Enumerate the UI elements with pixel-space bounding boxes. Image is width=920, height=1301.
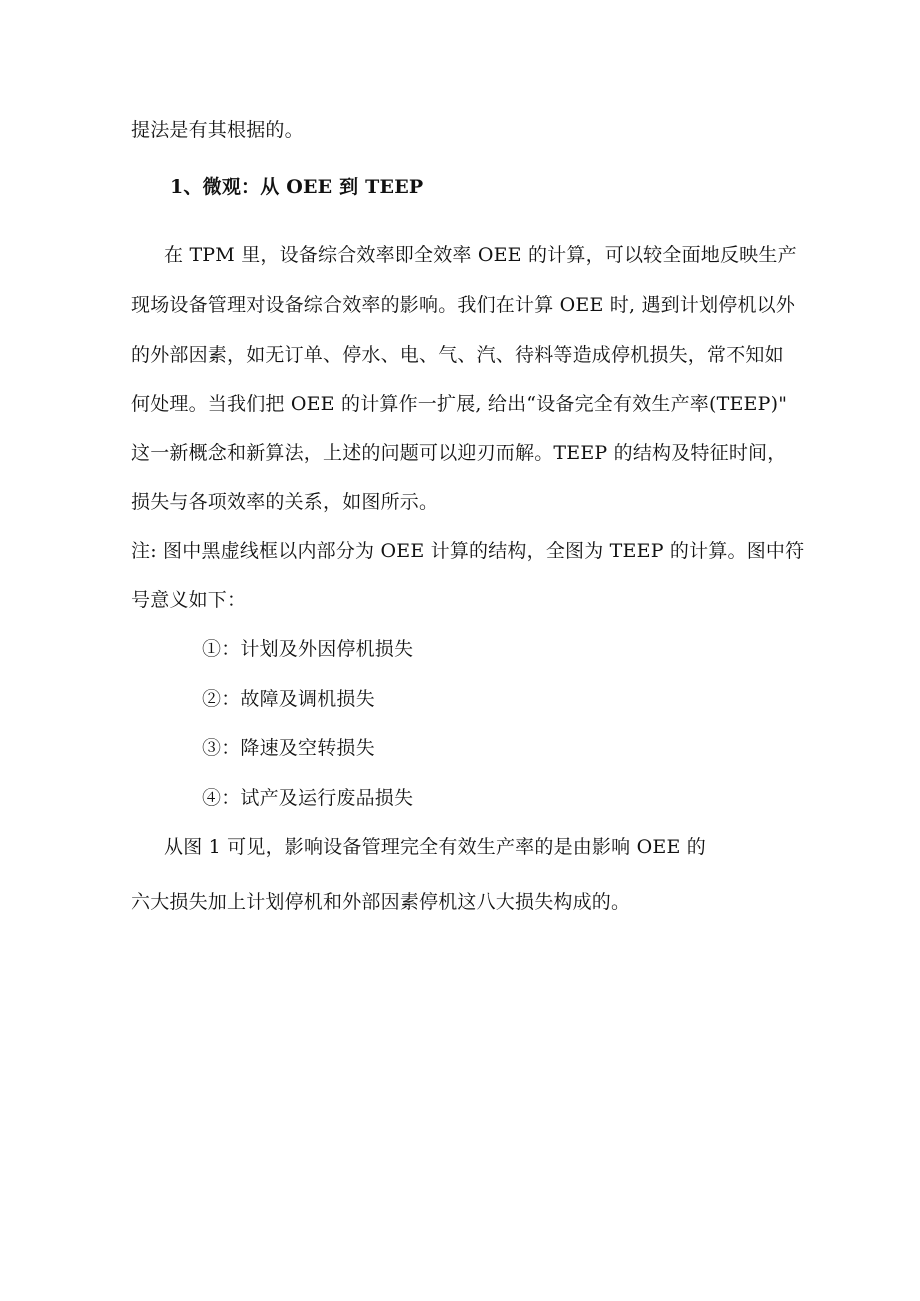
paragraph-line-2: 现场设备管理对设备综合效率的影响。我们在计算 OEE 时, 遇到计划停机以外 xyxy=(131,294,796,316)
symbol-item-4: ④：试产及运行废品损失 xyxy=(202,787,414,809)
symbol-item-3: ③：降速及空转损失 xyxy=(202,737,375,759)
intro-line: 提法是有其根据的。 xyxy=(131,119,304,141)
paragraph-line-6: 损失与各项效率的关系，如图所示。 xyxy=(131,491,439,513)
paragraph-line-5: 这一新概念和新算法，上述的问题可以迎刃而解。TEEP 的结构及特征时间， xyxy=(131,442,787,464)
paragraph-line-3: 的外部因素，如无订单、停水、电、气、汽、待料等造成停机损失，常不知如 xyxy=(131,344,784,366)
symbol-item-1: ①：计划及外因停机损失 xyxy=(202,638,414,660)
paragraph-line-4: 何处理。当我们把 OEE 的计算作一扩展, 给出“设备完全有效生产率(TEEP)" xyxy=(131,393,788,415)
section-heading: 1、微观：从 OEE 到 TEEP xyxy=(170,176,424,198)
note-line-2: 号意义如下： xyxy=(131,589,247,611)
symbol-item-2: ②：故障及调机损失 xyxy=(202,688,375,710)
conclusion-line-2: 六大损失加上计划停机和外部因素停机这八大损失构成的。 xyxy=(131,891,631,913)
paragraph-line-1: 在 TPM 里，设备综合效率即全效率 OEE 的计算，可以较全面地反映生产 xyxy=(164,244,797,266)
conclusion-line-1: 从图 1 可见，影响设备管理完全有效生产率的是由影响 OEE 的 xyxy=(164,836,706,858)
note-line-1: 注: 图中黑虚线框以内部分为 OEE 计算的结构，全图为 TEEP 的计算。图中符 xyxy=(131,540,805,562)
